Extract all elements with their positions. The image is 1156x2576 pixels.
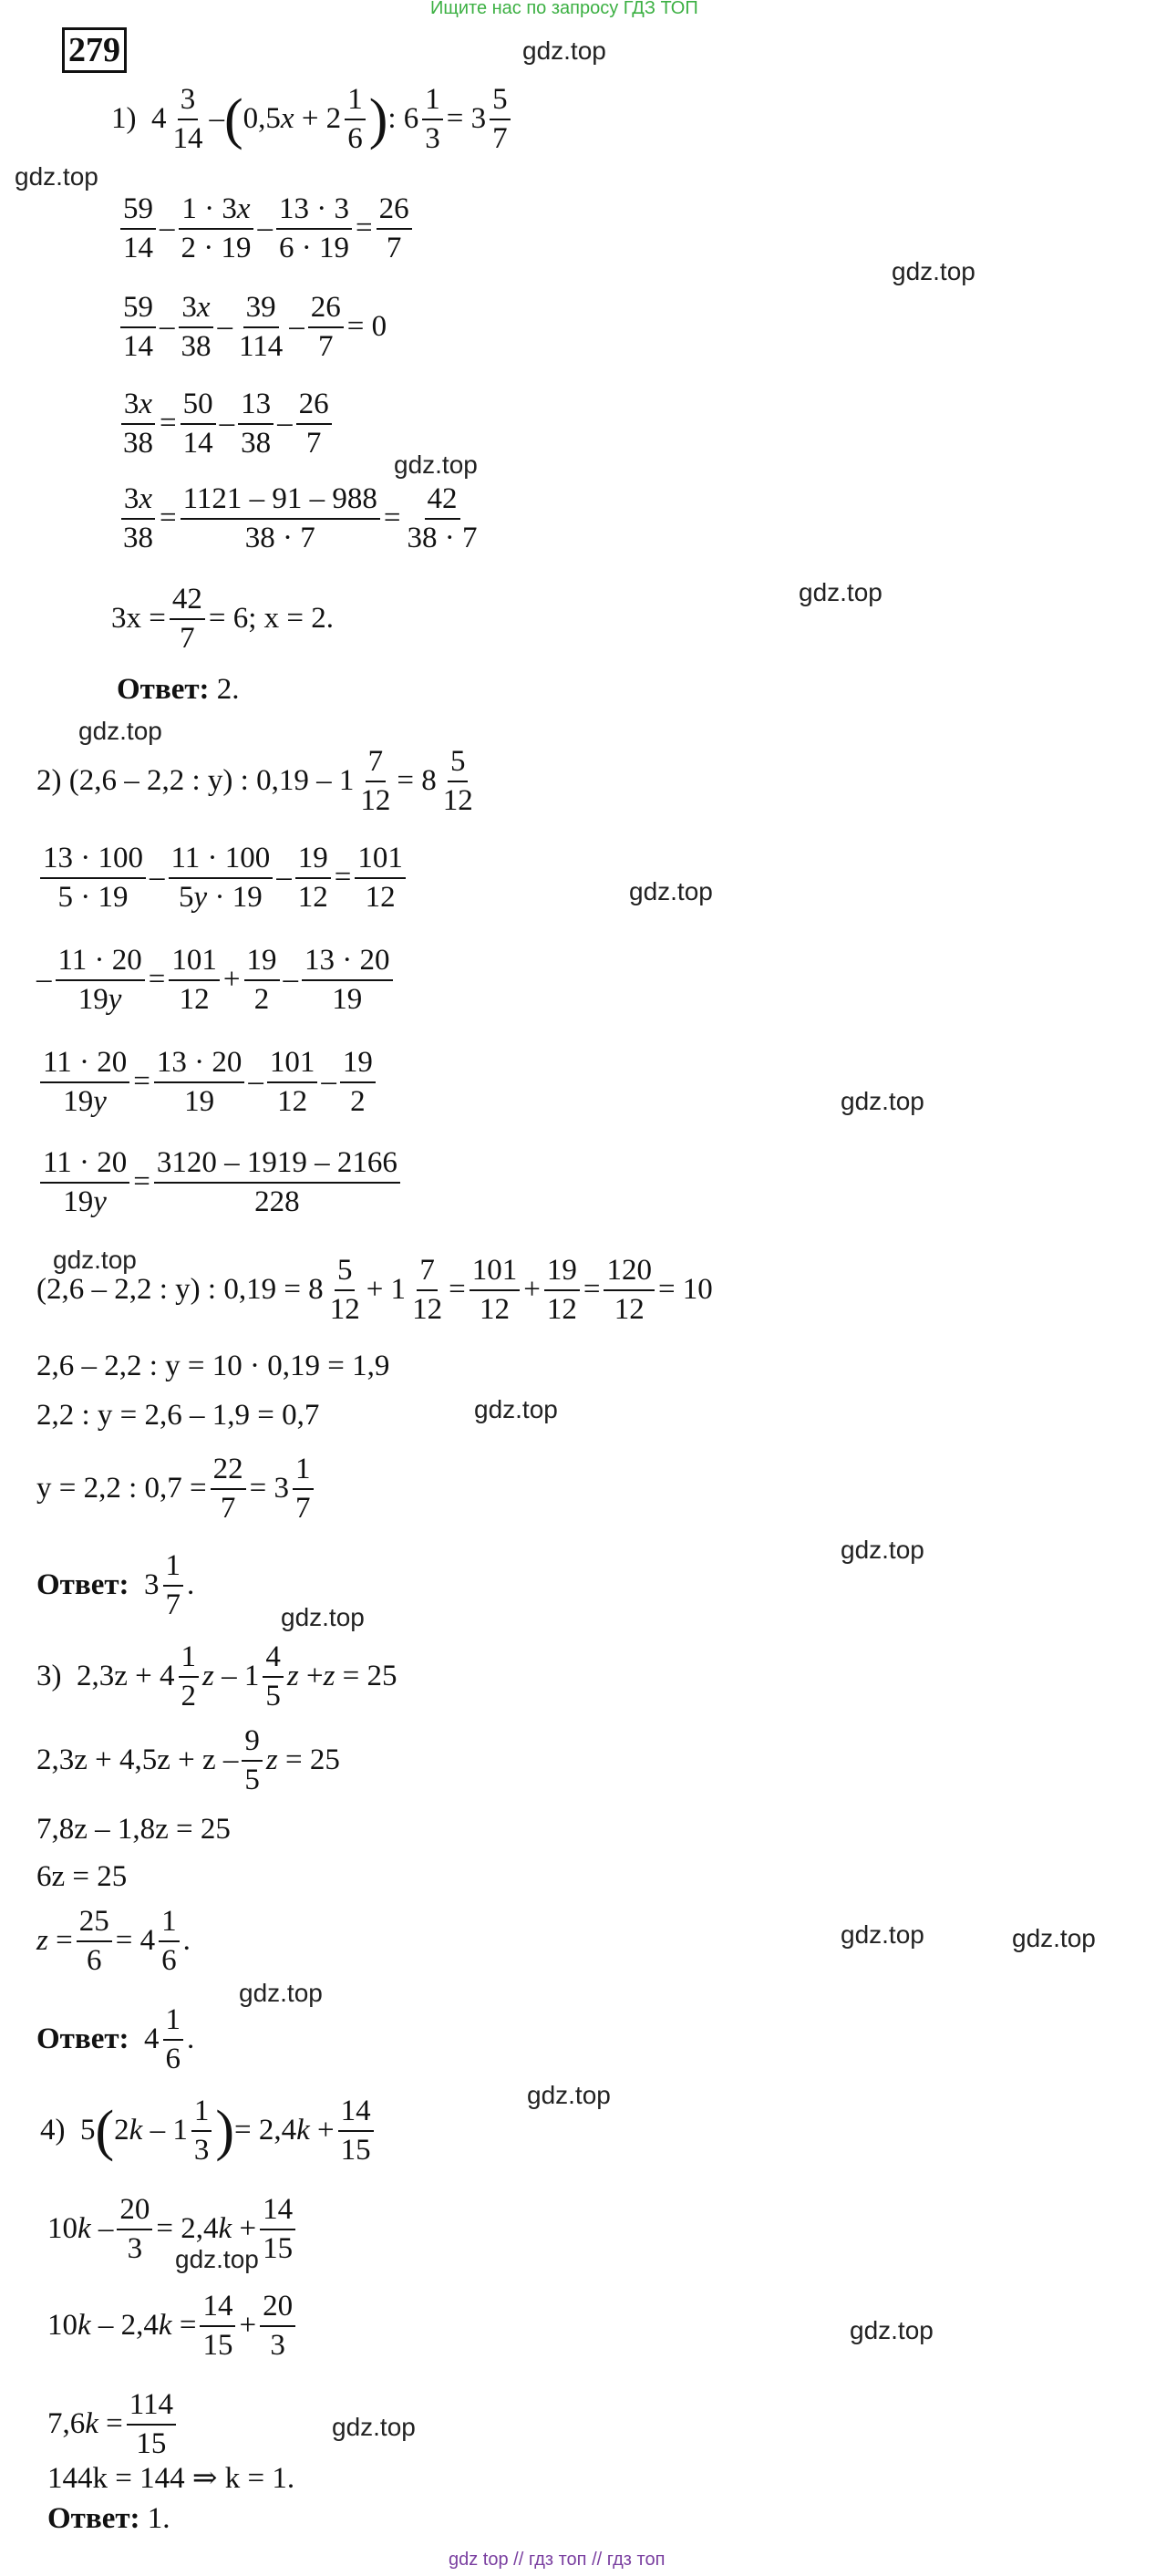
- watermark: gdz.top: [78, 717, 162, 745]
- p2-step5-lhs: (2,6 – 2,2 : y) : 0,19 = 8: [36, 1273, 324, 1307]
- p2-step1: 13 · 100 5 · 19 – 11 · 100 5y · 19 – 19 12 = 101 12: [36, 843, 409, 913]
- watermark: gdz.top: [281, 1603, 365, 1631]
- p2-answer-whole: 3: [144, 1568, 160, 1602]
- answer-label: Ответ:: [36, 2023, 129, 2056]
- p2-step3: 11 · 20 19y = 13 · 20 19 – 101 12 – 19 2: [36, 1047, 379, 1117]
- watermark: gdz.top: [527, 2081, 611, 2109]
- p3-answer-whole: 4: [144, 2023, 160, 2056]
- watermark: gdz.top: [841, 1536, 924, 1564]
- p3-step2: 7,8z – 1,8z = 25: [36, 1813, 231, 1846]
- p1-answer: [117, 675, 240, 705]
- p3-step3: 6z = 25: [36, 1860, 128, 1893]
- p2-step7: 2,2 : y = 2,6 – 1,9 = 0,7: [36, 1399, 320, 1432]
- watermark: gdz.top: [841, 1087, 924, 1115]
- p3-step4: z = 25 6 = 4 1 6 .: [36, 1905, 191, 1977]
- p4-equation: 4) 5 ( 2 k – 1 1 3 ) = 2,4 k + 14 15: [40, 2095, 377, 2166]
- p2-step8-lhs: y = 2,2 : 0,7 =: [36, 1472, 207, 1505]
- answer-label: Ответ:: [47, 2502, 140, 2535]
- p1-equation: 1) 4 3 14 – ( 0,5 x + 2 1 6 ) : 6 $\frac{1}{3}$ = 3 5 7: [111, 84, 514, 154]
- p1-step5-lhs: 3x =: [111, 602, 166, 636]
- p4-step2: 10 k – 2,4 k = 14 15 + 20 3: [47, 2291, 299, 2361]
- p4-step3: 7,6 k = 114 15: [47, 2389, 180, 2459]
- watermark: gdz.top: [175, 2245, 259, 2273]
- p1-step5-rhs: = 6; x = 2.: [208, 602, 335, 636]
- top-banner[interactable]: Ищите нас по запросу ГДЗ ТОП: [430, 0, 698, 18]
- p2-step5: (2,6 – 2,2 : y) : 0,19 = 8 5 12 + 1 7 12 = 101 12 + 19 12 = 120 12 = 10: [36, 1254, 713, 1326]
- p1-step2: 59 14 – 3x 38 – 39 114 – 26 7 = 0: [117, 292, 387, 362]
- p4-step1: 10 k – 20 3 = 2,4 k + 14 15: [47, 2194, 299, 2264]
- task-number: 279: [62, 27, 127, 73]
- p4-label: 4): [40, 2114, 66, 2147]
- p3-step1: 2,3z + 4,5z + z – 9 5 z = 25: [36, 1724, 340, 1796]
- p3-eq-start: 2,3z + 4: [77, 1660, 175, 1693]
- p3-equation: 3) 2,3z + 4 1 2 z – 1 4 5 z + z = 25: [36, 1640, 397, 1712]
- p1-answer-value: 2.: [216, 673, 240, 706]
- watermark: gdz.top: [892, 257, 975, 285]
- watermark: gdz.top: [799, 578, 882, 606]
- p2-head: (2,6 – 2,2 : y) : 0,19 – 1: [68, 764, 355, 798]
- p2-label: 2): [36, 764, 62, 798]
- p3-answer: Ответ: 4 1 6 .: [36, 2003, 195, 2075]
- watermark: gdz.top: [53, 1246, 137, 1274]
- p2-equation: 2) (2,6 – 2,2 : y) : 0,19 – 1 7 12 = 8 5 12: [36, 745, 473, 817]
- p1-label: 1): [111, 102, 137, 136]
- answer-label: Ответ:: [36, 1568, 129, 1602]
- p2-answer: Ответ: 3 1 7 .: [36, 1549, 195, 1621]
- p1-step4: 3x 38 = 1121 – 91 – 988 38 · 7 = 42 38 · 7: [117, 483, 484, 553]
- bottom-banner[interactable]: gdz top // гдз топ // гдз топ: [449, 2550, 666, 2570]
- p3-step1-lhs: 2,3z + 4,5z + z –: [36, 1743, 239, 1777]
- watermark: gdz.top: [15, 162, 98, 191]
- p2-step8: y = 2,2 : 0,7 = $\frac{22}{7}$ = 3 1 7: [36, 1454, 317, 1524]
- watermark: gdz.top: [1012, 1924, 1096, 1952]
- watermark: gdz.top: [850, 2316, 934, 2344]
- watermark: gdz.top: [332, 2413, 416, 2441]
- p1-step5: 3x = $\frac{42}{7}$ = 6; x = 2.: [111, 583, 335, 655]
- watermark: gdz.top: [394, 450, 478, 479]
- p3-label: 3): [36, 1660, 62, 1693]
- p4-step4: 144k = 144 ⇒ k = 1.: [47, 2462, 295, 2495]
- watermark: gdz.top: [629, 877, 713, 905]
- answer-label: Ответ:: [117, 673, 210, 706]
- p4-answer: [47, 2504, 170, 2534]
- p1-eq-end: = 3: [446, 102, 487, 136]
- p4-answer-value: 1.: [147, 2502, 170, 2535]
- watermark: gdz.top: [474, 1395, 558, 1423]
- watermark: gdz.top: [841, 1920, 924, 1949]
- p1-step1: 59 14 – 1 · 3x 2 · 19 – 13 · 3 6 · 19 = 26 7: [117, 193, 416, 264]
- p2-step4: 11 · 20 19y = 3120 – 1919 – 2166 228: [36, 1147, 404, 1217]
- watermark: gdz.top: [522, 36, 606, 65]
- p1-step3: 3x 38 = 50 14 – 13 38 – 26 7: [117, 388, 335, 459]
- p2-step6: 2,6 – 2,2 : y = 10 · 0,19 = 1,9: [36, 1350, 390, 1382]
- watermark: gdz.top: [239, 1979, 323, 2007]
- p2-step2: – 11 · 20 19y = 101 12 + 19 2 – 13 · 20 19: [36, 945, 397, 1015]
